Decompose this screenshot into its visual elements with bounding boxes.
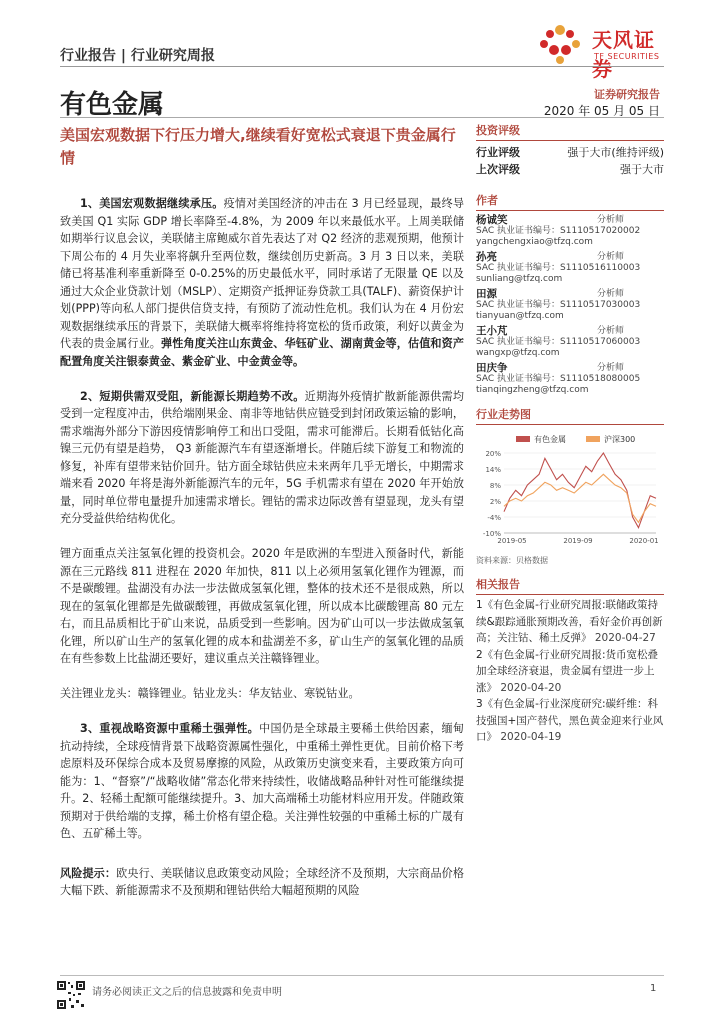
footer-disclaimer: 请务必阅读正文之后的信息披露和免责申明: [92, 987, 282, 998]
report-date: 2020 年 05 月 05 日: [543, 104, 660, 118]
qr-code-icon: [56, 980, 86, 1010]
p5-text: 中国仍是全球最主要稀土供给因素，缅甸抗动持续，全球疫情背景下战略资源属性强化，中重稀土弹性更优。目前价格下考虑原料及环保综合成本及贸易摩擦的风险，从政策历史演变来看，主要政策方向可能为：1、“督察”/“战略收储”常态化带来持续性，收储战略品种针对性可能继续提升。2、轻稀土配额可能继续提升。3、加大高端稀土功能材料应用开发。伴随政策预期对于供给端的支撑，稀土价格有望企稳。关注弹性较强的中重稀土标的广晟有色、五矿稀土等。: [60, 722, 464, 840]
p3-text: 锂方面重点关注氢氧化锂的投资机会。2020 年是欧洲的车型进入预备时代，新能源在三元路线 811 进程在 2020 年加快，811 以上必须用氢氧化锂作为锂源，而不是碳酸锂。盐湖没有办法一步法做成氢氧化锂，整体的技术还不是很成熟，所以现在的氢氧化锂都是先做碳酸锂，再做成氢氧化锂，所以成本比碳酸锂高 80 元左右，而且品质相比于矿山来说，品质受到一些影响。因为矿山可以一步法做成氢氧化锂，所以矿山生产的氢氧化锂的成本和盐湖差不多，矿山生产的氢氧化锂的品质在有些参数上比盐湖还要好，建议重点关注赣锋锂业。: [60, 547, 464, 665]
author-entry: [476, 289, 664, 322]
author-role: 分析师: [596, 289, 624, 299]
logo-text-cn: 天风证券: [592, 28, 655, 81]
author-entry: [476, 215, 664, 248]
author-list: [476, 215, 664, 396]
author-name: 王小芃: [476, 325, 508, 337]
y-tick-label: -4%: [487, 514, 501, 522]
chart-title: 行业走势图: [476, 406, 664, 425]
author-name: 田庆争: [476, 362, 508, 374]
x-tick-label: 2019-05: [497, 537, 527, 545]
related-date: 2020-04-27: [594, 632, 656, 644]
paragraph-1: [60, 195, 464, 370]
risk-text: 欧央行、美联储议息政策变动风险；全球经济不及预期，大宗商品价格大幅下跌、新能源需求不及预期和锂钴供给大幅超预期的风险: [60, 866, 464, 897]
paragraph-5: [60, 720, 464, 843]
risk-lead: 风险提示：: [60, 866, 117, 880]
footer-divider: [60, 975, 664, 976]
paragraph-2: [60, 388, 464, 528]
main-body: [60, 195, 464, 900]
y-tick-label: 8%: [489, 482, 501, 490]
rating-value: 强于大市(维持评级): [567, 146, 664, 159]
related-text[interactable]: 3《有色金属-行业深度研究:碳纤维：科技强国+国产替代，黑色黄金迎来行业风口》: [476, 698, 664, 743]
rating-value: 强于大市: [620, 163, 664, 176]
related-item[interactable]: [476, 647, 664, 697]
paragraph-3: [60, 545, 464, 668]
author-name: 孙亮: [476, 251, 497, 263]
author-role: 分析师: [596, 215, 624, 225]
related-text[interactable]: 2《有色金属-行业研究周报:货币宽松叠加全球经济衰退，贵金属有望进一步上涨》: [476, 648, 659, 694]
trend-chart-svg: [476, 431, 664, 551]
paragraph-4: [60, 685, 464, 703]
author-email[interactable]: wangxp@tfzq.com: [476, 348, 560, 358]
report-tag: 证券研究报告: [594, 88, 660, 101]
related-date: 2020-04-20: [500, 681, 562, 694]
legend-swatch: [516, 436, 530, 442]
p2-lead: 2、短期供需双受阻，新能源长期趋势不改。: [80, 389, 305, 403]
sidebar: [476, 122, 664, 746]
header-divider: [60, 66, 664, 67]
author-sac: SAC 执业证书编号：S1110516110003: [476, 263, 641, 273]
p1-text: 疫情对美国经济的冲击在 3 月已经显现，最终导致美国 Q1 实际 GDP 增长率降至-4.8%，为 2009 年以来最低水平。上周美联储如期举行议息会议，美联储主席鲍威尔首先表达了对 Q2 经济的悲观预期，他预计下周公布的 4 月失业率将飙升至两位数，继续创历史新高。3 月 3 日以来，美联储已将基准利率重新降至 0-0.25%的历史最低水平，同时承诺了无限量 QE 以及通过大众企业贷款计划（MSLP）、定期资产抵押证券贷款工具(TALF)、薪资保护计划(PPP)等向私人部门提供信贷支持，有预防了流动性危机。我们认为在 4 月份宏观数据继续承压的背景下，美联储大概率将维持将宽松的货币政策，利好以黄金为代表的贵金属行业。: [60, 197, 464, 350]
rating-row: [476, 144, 664, 161]
author-entry: [476, 326, 664, 359]
related-item[interactable]: [476, 597, 664, 647]
trend-chart: [476, 431, 664, 555]
legend-label: 沪深300: [604, 435, 636, 444]
related-item[interactable]: [476, 696, 664, 746]
p1-lead: 1、美国宏观数据继续承压。: [80, 197, 224, 210]
rating-row: [476, 161, 664, 178]
author-email[interactable]: sunliang@tfzq.com: [476, 274, 563, 284]
series-line: [504, 453, 656, 528]
author-sac: SAC 执业证书编号：S1110517030003: [476, 300, 641, 310]
rating-title: 投资评级: [476, 122, 664, 141]
industry-divider: [60, 117, 664, 118]
p4-text: 关注锂业龙头：赣锋锂业。钴业龙头：华友钴业、寒锐钴业。: [60, 687, 360, 700]
p2-text: 近期海外疫情扩散新能源供需均受到一定程度冲击，供给端刚果金、南非等地钴供应链受到封闭政策运输的影响，需求端海外部分下游因疫情影响停工和出口受阻，需求可能滞后。长期看低钴化高镍三元仍有望是趋势， Q3 新能源汽车有望逐渐增长。伴随后续下游复工和物流的修复，补库有望带来钴价回升。钴方面全球钴供应未来两年几乎无增长，中期需求端来看 2020 年将是海外新能源汽车的元年，5G 手机需求有望在 2020 年开始放量，同时单位带电量提升加速需求增长。锂钴的需求边际改善有望显现，龙头有望充分受益供给结构优化。: [60, 389, 464, 525]
company-logo: [530, 20, 670, 81]
author-entry: [476, 363, 664, 396]
logo-text-en: TF SECURITIES: [594, 52, 660, 61]
y-tick-label: 14%: [485, 466, 501, 474]
p5-lead: 3、重视战略资源中重稀土强弹性。: [80, 722, 260, 735]
x-tick-label: 2019-09: [563, 537, 593, 545]
related-date: 2020-04-19: [500, 731, 562, 743]
industry-title: 有色金属: [60, 90, 165, 120]
author-email[interactable]: yangchengxiao@tfzq.com: [476, 237, 593, 247]
report-title: 美国宏观数据下行压力增大,继续看好宽松式衰退下贵金属行情: [60, 126, 456, 167]
y-tick-label: 20%: [485, 450, 501, 458]
author-entry: [476, 252, 664, 285]
author-sac: SAC 执业证书编号：S1110518080005: [476, 374, 641, 384]
logo-mark-icon: [530, 20, 590, 66]
rating-key: 上次评级: [476, 163, 520, 176]
author-title: 作者: [476, 192, 664, 211]
related-title: 相关报告: [476, 576, 664, 595]
y-tick-label: 2%: [489, 498, 501, 506]
rating-key: 行业评级: [476, 146, 520, 159]
author-email[interactable]: tianyuan@tfzq.com: [476, 311, 564, 321]
author-role: 分析师: [596, 252, 624, 262]
author-name: 田源: [476, 288, 497, 300]
legend-swatch: [586, 436, 600, 442]
risk-paragraph: [60, 865, 464, 900]
report-type-label: 行业报告 | 行业研究周报: [60, 48, 215, 64]
author-role: 分析师: [596, 326, 624, 336]
page-number: 1: [650, 983, 657, 994]
related-list: [476, 597, 664, 746]
y-tick-label: -10%: [482, 530, 501, 538]
x-tick-label: 2020-01: [629, 537, 659, 545]
series-line: [504, 474, 656, 522]
p1-tail: 弹性角度关注山东黄金、华钰矿业、湖南黄金等，估值和资产配置角度关注银泰黄金、紫金矿业、中金黄金等。: [60, 337, 464, 368]
chart-source: 资料来源：贝格数据: [476, 556, 548, 565]
author-sac: SAC 执业证书编号：S1110517020002: [476, 226, 641, 236]
author-name: 杨诚笑: [476, 214, 508, 226]
author-role: 分析师: [596, 363, 624, 373]
author-email[interactable]: tianqingzheng@tfzq.com: [476, 385, 589, 395]
author-sac: SAC 执业证书编号：S1110517060003: [476, 337, 641, 347]
related-text[interactable]: 1《有色金属-行业研究周报:联储政策持续&跟踪通胀预期改善，看好金价再创新高；关注钴、稀土反弹》: [476, 599, 663, 644]
legend-label: 有色金属: [534, 435, 566, 444]
